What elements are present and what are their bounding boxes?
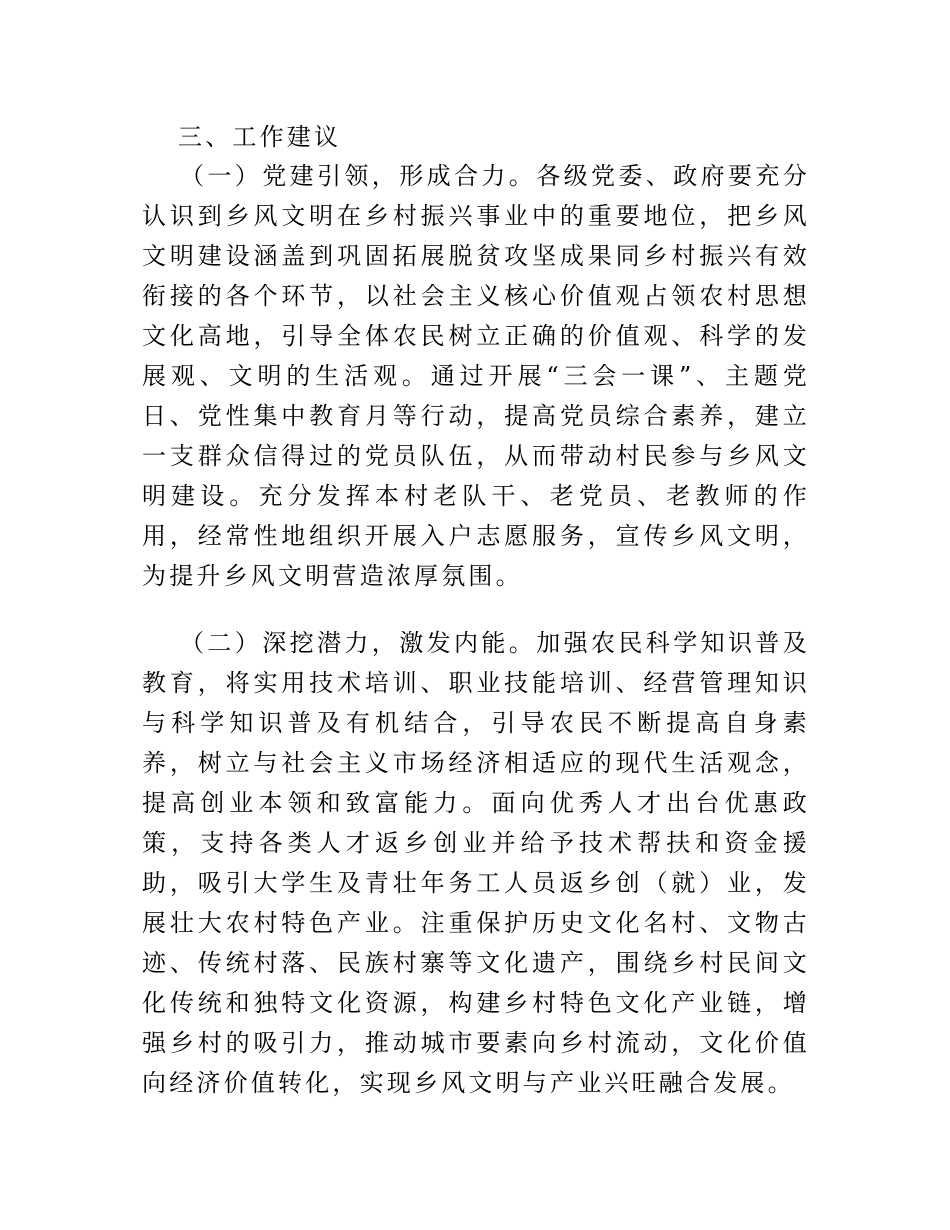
paragraph-tap-potential: （二）深挖潜力，激发内能。加强农民科学知识普及教育，将实用技术培训、职业技能培训、经营管理知识与科学知识普及有机结合，引导农民不断提高自身素养，树立与社会主义市场经济相适应的现代生活观念，提高创业本领和致富能力。面向优秀人才出台优惠政策，支持各类人才返乡创业并给予技术帮扶和资金援助，吸引大学生及青壮年务工人员返乡创（就）业，发展壮大农村特色产业。注重保护历史文化名村、文物古迹、传统村落、民族村寨等文化遗产，围绕乡村民间文化传统和独特文化资源，构建乡村特色文化产业链，增强乡村的吸引力，推动城市要素向乡村流动，文化价值向经济价值转化，实现乡风文明与产业兴旺融合发展。 xyxy=(142,629,810,1097)
paragraph-party-leadership: （一）党建引领，形成合力。各级党委、政府要充分认识到乡风文明在乡村振兴事业中的重要地位，把乡风文明建设涵盖到巩固拓展脱贫攻坚成果同乡村振兴有效衔接的各个环节，以社会主义核心价值观占领农村思想文化高地，引导全体农民树立正确的价值观、科学的发展观、文明的生活观。通过开展“三会一课”、主题党日、党性集中教育月等行动，提高党员综合素养，建立一支群众信得过的党员队伍，从而带动村民参与乡风文明建设。充分发挥本村老队干、老党员、老教师的作用，经常性地组织开展入户志愿服务，宣传乡风文明，为提升乡风文明营造浓厚氛围。 xyxy=(142,162,810,590)
section-heading: 三、工作建议 xyxy=(178,123,342,151)
